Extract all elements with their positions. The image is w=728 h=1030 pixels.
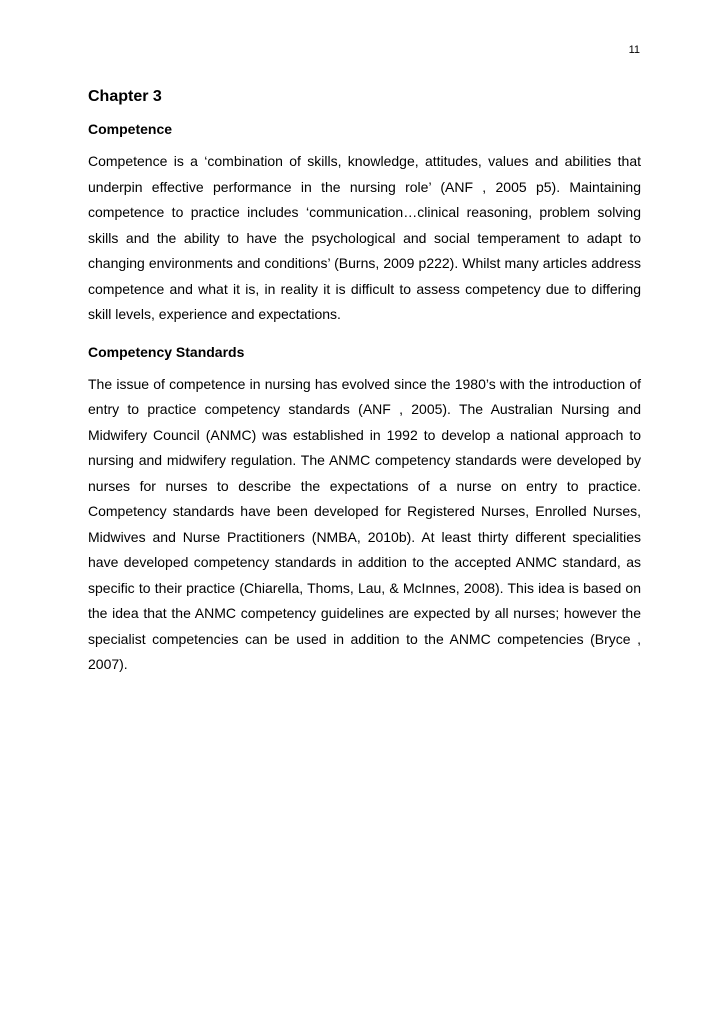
paragraph-competency-standards: The issue of competence in nursing has evolved since the 1980’s with the introduction of entry to practice competency standards (ANF , 2005). The Australian Nursing and Midwifery Council (ANMC) was established in 1992 to develop a national approach to nursing and midwifery regulation. The ANMC competency standards were developed by nurses for nurses to describe the expectations of a nurse on entry to practice. Competency standards have been developed for Registered Nurses, Enrolled Nurses, Midwives and Nurse Practitioners (NMBA, 2010b). At least thirty different specialities have developed competency standards in addition to the accepted ANMC standard, as specific to their practice (Chiarella, Thoms, Lau, & McInnes, 2008). This idea is based on the idea that the ANMC competency guidelines are expected by all nurses; however the specialist competencies can be used in addition to the ANMC competencies (Bryce , 2007). [88, 375, 641, 672]
chapter-title: Chapter 3 [88, 88, 162, 105]
paragraph-competence: Competence is a ‘combination of skills, knowledge, attitudes, values and abilities that underpin effective performance in the nursing role’ (ANF , 2005 p5). Maintaining competence to practice includes ‘communication…clinical reasoning, problem solving skills and the ability to have the psychological and social temperament to adapt to changing environments and conditions’ (Burns, 2009 p222). Whilst many articles address competence and what it is, in reality it is difficult to assess competency due to differing skill levels, experience and expectations. [88, 153, 641, 322]
section-heading-competence: Competence [88, 121, 173, 137]
section-heading-competency-standards: Competency Standards [88, 343, 245, 360]
document-body [88, 87, 641, 692]
page-number: 11 [628, 44, 640, 56]
